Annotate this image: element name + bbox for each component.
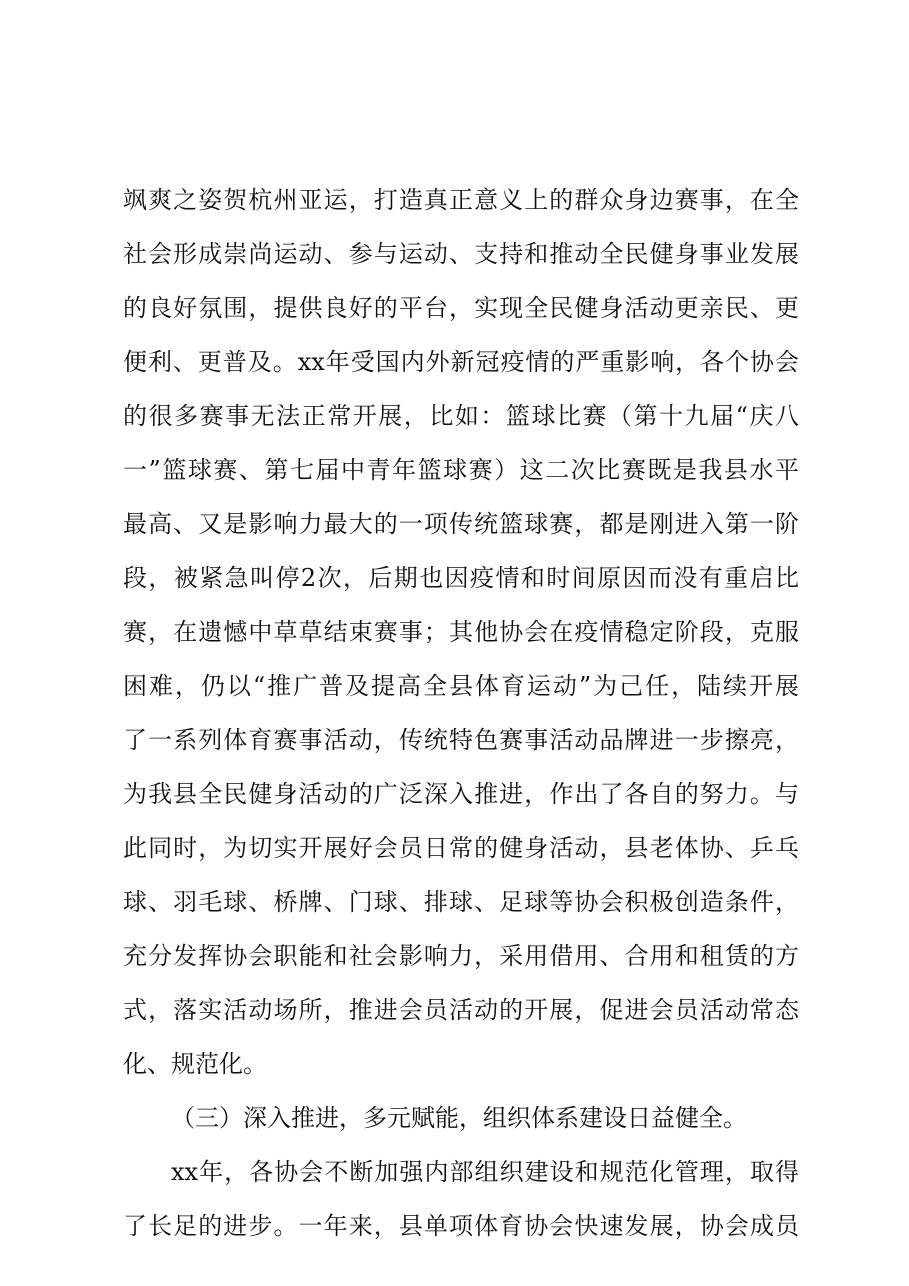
body-text-line: 了长足的进步。一年来，县单项体育协会快速发展，协会成员 <box>123 1212 799 1240</box>
body-text-line: 社会形成崇尚运动、参与运动、支持和推动全民健身事业发展 <box>123 240 799 268</box>
body-text-line: xx年，各协会不断加强内部组织建设和规范化管理，取得 <box>171 1158 799 1186</box>
body-text-line: 最高、又是影响力最大的一项传统篮球赛，都是刚进入第一阶 <box>123 510 799 538</box>
body-text-line: 此同时，为切实开展好会员日常的健身活动，县老体协、乒乓 <box>123 834 799 862</box>
body-text-line: 充分发挥协会职能和社会影响力，采用借用、合用和租赁的方 <box>123 942 799 970</box>
body-text-line: 了一系列体育赛事活动，传统特色赛事活动品牌进一步擦亮， <box>123 726 799 754</box>
section-heading: （三）深入推进，多元赋能，组织体系建设日益健全。 <box>171 1104 747 1132</box>
body-text-line: 飒爽之姿贺杭州亚运，打造真正意义上的群众身边赛事，在全 <box>123 186 799 214</box>
body-text-line: 的很多赛事无法正常开展，比如：篮球比赛（第十九届“庆八 <box>123 402 799 430</box>
body-text-line: 式，落实活动场所，推进会员活动的开展，促进会员活动常态 <box>123 996 799 1024</box>
body-text-line: 赛，在遗憾中草草结束赛事；其他协会在疫情稳定阶段，克服 <box>123 618 799 646</box>
body-text-line: 球、羽毛球、桥牌、门球、排球、足球等协会积极创造条件， <box>123 888 799 916</box>
body-text-line: 的良好氛围，提供良好的平台，实现全民健身活动更亲民、更 <box>123 294 799 322</box>
body-text-line: 困难，仍以“推广普及提高全县体育运动”为己任，陆续开展 <box>123 672 799 700</box>
body-text-line: 段，被紧急叫停2次，后期也因疫情和时间原因而没有重启比 <box>123 564 799 592</box>
body-text-line: 为我县全民健身活动的广泛深入推进，作出了各自的努力。与 <box>123 780 799 808</box>
body-text-line: 化、规范化。 <box>123 1050 267 1078</box>
body-text-line: 便利、更普及。xx年受国内外新冠疫情的严重影响，各个协会 <box>123 348 799 376</box>
body-text-line: 一”篮球赛、第七届中青年篮球赛）这二次比赛既是我县水平 <box>123 456 799 484</box>
